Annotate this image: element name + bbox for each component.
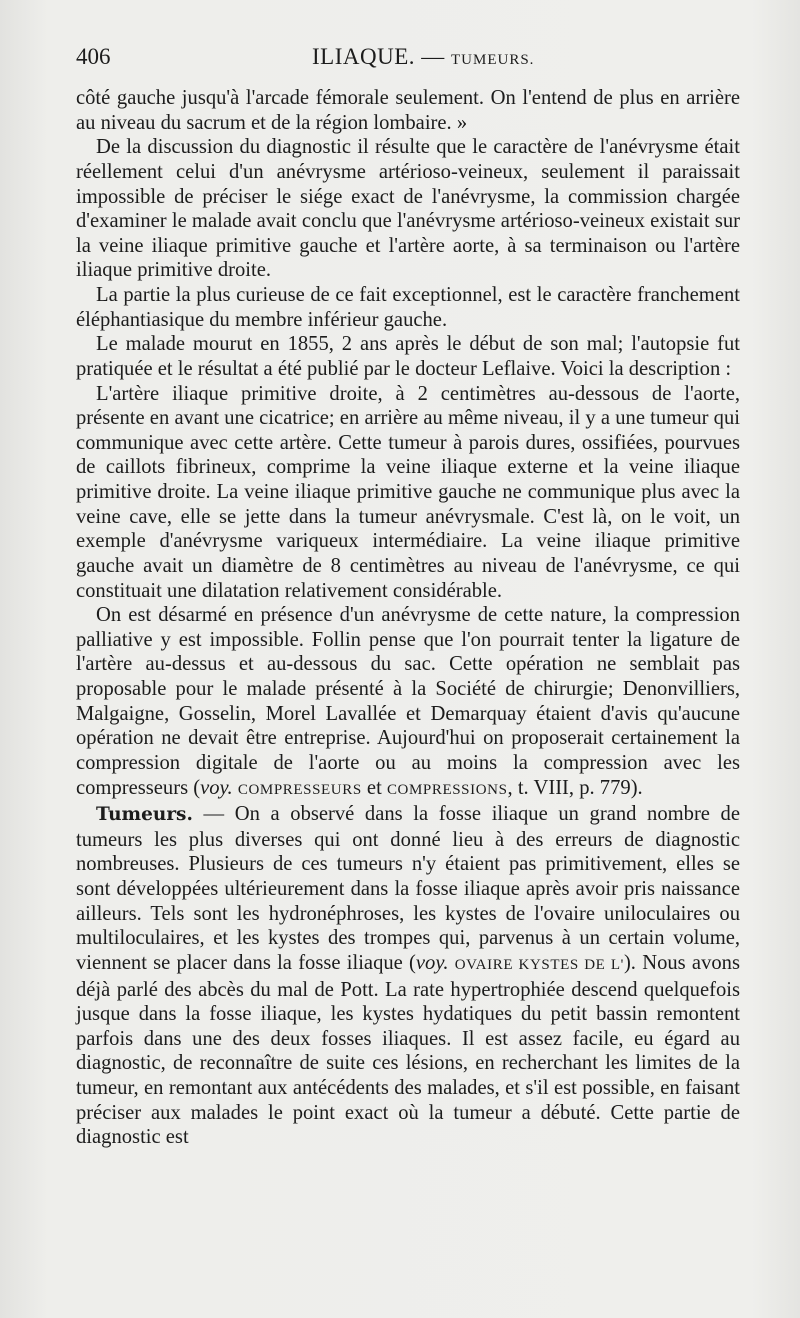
paragraph-diagnosis-discussion: De la discussion du diagnostic il résulte que le caractère de l'anévrysme était réellement celui d'un anévrysme artérioso-veineux, seulement il paraissait impossible de préciser le siége exact de l'anévrysme, la commission chargée d'examiner le malade avait conclu que l'anévrysme artérioso-veineux existait sur la veine iliaque primitive gauche et l'artère aorte, à sa terminaison ou l'artère iliaque primitive droite. [76,136,740,282]
body-text [76,86,740,1150]
treatment-text: On est désarmé en présence d'un anévrysme de cette nature, la compression palliative y est impossible. Follin pense que l'on pourrait tenter la ligature de l'artère au-dessus et au-dessous du sac. Cette opération ne semblait pas proposable pour le malade présenté à la Société de chirurgie; Denonvilliers, Malgaigne, Gosselin, Morel Lavallée et Demarquay étaient d'avis qu'aucune opération ne devait être entreprise. Aujourd'hui on proposerait certainement la compression digitale de l'aorte ou au moins la compression avec les compresseurs ( [76,604,740,799]
paragraph-elephantiasis: La partie la plus curieuse de ce fait exceptionnel, est le caractère franchement éléphantiasique du membre inférieur gauche. [76,284,740,331]
paragraph-treatment [76,603,740,802]
header-separator: — [421,44,445,69]
header-subtitle: TUMEURS. [451,52,535,68]
paragraph-continuation: côté gauche jusqu'à l'arcade fémorale seulement. On l'entend de plus en arrière au niveau du sacrum et de la région lombaire. » [76,87,740,134]
section-title-tumeurs: Tumeurs. [96,804,193,826]
running-header [76,44,746,78]
reference-volume: , t. VIII, p. 779). [507,776,643,799]
page-number: 406 [76,44,111,69]
voy-italic: voy. [200,776,233,799]
paragraph-autopsy: Le malade mourut en 1855, 2 ans après le début de son mal; l'autopsie fut pratiquée et le résultat a été publié par le docteur Leflaive. Voici la description : [76,333,740,380]
header-title: ILIAQUE. [312,44,415,69]
tumeurs-text-continued: ). Nous avons déjà parlé des abcès du mal de Pott. La rate hypertrophiée descend quelquefois jusque dans la fosse iliaque, les kystes hydatiques du petit bassin remontent parfois dans une des deux fosses iliaques. Il est assez facile, eu égard au diagnostic, de reconnaître de suite ces lésions, en recherchant les limites de la tumeur, en remontant aux antécédents des malades, et s'il est possible, en faisant préciser aux malades le point exact où la tumeur a débuté. Cette partie de diagnostic est [76,951,740,1149]
cross-reference-ovaire: OVAIRE KYSTES DE L' [454,956,624,973]
voy-italic: voy. [415,951,449,974]
cross-reference-compressions: COMPRESSIONS [386,781,508,798]
tumeurs-text: — On a observé dans la fosse iliaque un grand nombre de tumeurs les plus diverses qui ont donné lieu à des erreurs de diagnostic nombreuses. Plusieurs de ces tumeurs n'y étaient pas primitivement, elles se sont développées ultérieurement dans la fosse iliaque après avoir pris naissance ailleurs. Tels sont les hydronéphroses, les kystes de l'ovaire uniloculaires ou multiloculaires, et les kystes des trompes qui, parvenus à un certain volume, viennent se placer dans la fosse iliaque ( [76,803,740,974]
paragraph-tumeurs [76,802,740,1150]
running-title [312,44,534,70]
reference-and: et [361,776,387,799]
cross-reference-compresseurs: COMPRESSEURS [237,781,362,798]
paragraph-autopsy-description: L'artère iliaque primitive droite, à 2 centimètres au-dessous de l'aorte, présente en avant une cicatrice; en arrière au même niveau, il y a une tumeur qui communique avec cette artère. Cette tumeur à parois dures, ossifiées, pourvues de caillots fibrineux, comprime la veine iliaque externe et la veine iliaque primitive droite. La veine iliaque primitive gauche ne communique plus avec la veine cave, elle se jette dans la tumeur anévrysmale. C'est là, on le voit, un exemple d'anévrysme variqueux intermédiaire. La veine iliaque primitive gauche avait un diamètre de 8 centimètres au niveau de l'anévrysme, ce qui constituait une dilatation relativement considérable. [76,382,740,602]
